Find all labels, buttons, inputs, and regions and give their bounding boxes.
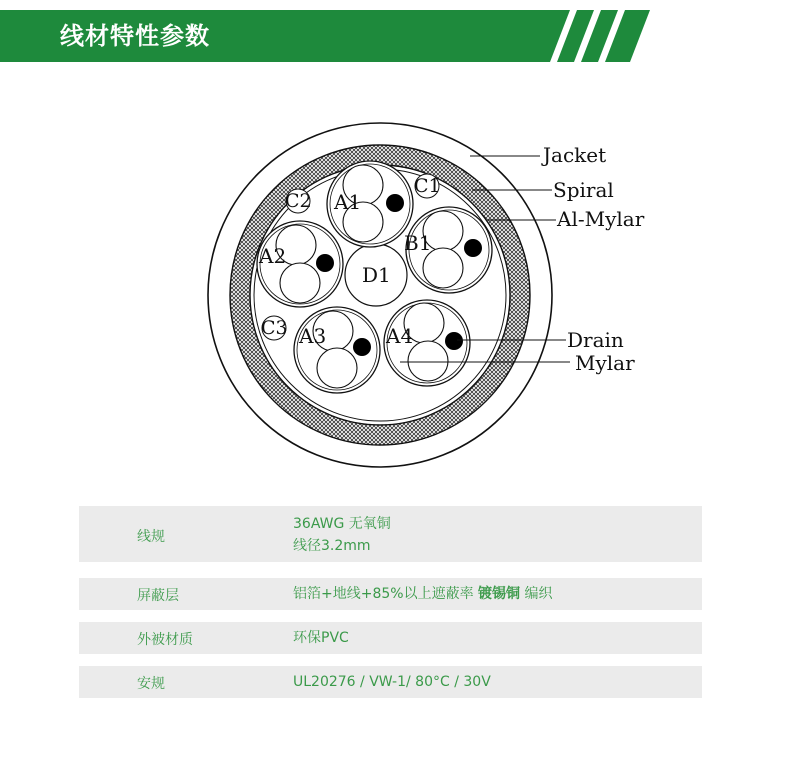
callout-spiral: Spiral <box>553 178 614 202</box>
page-title: 线材特性参数 <box>60 22 210 50</box>
spec-value <box>293 513 391 557</box>
pair-a3 <box>294 307 380 393</box>
spec-row-safety <box>79 666 702 698</box>
callout-al-mylar: Al-Mylar <box>557 207 645 231</box>
spec-value-text: 编织 <box>520 586 553 602</box>
spec-value-bold: 镀锡铜 <box>478 586 521 602</box>
label-c3: C3 <box>261 317 288 339</box>
spec-label: 安规 <box>137 676 165 692</box>
spec-value: 环保PVC <box>293 630 349 646</box>
label-d1: D1 <box>362 263 391 287</box>
label-c2: C2 <box>285 190 312 212</box>
spec-value-line: 线径3.2mm <box>293 538 371 554</box>
callout-drain: Drain <box>567 328 624 352</box>
spec-label: 屏蔽层 <box>137 588 179 604</box>
label-a4: A4 <box>386 324 414 348</box>
spec-row-gauge <box>79 506 702 562</box>
spec-row-jacket-material <box>79 622 702 654</box>
spec-value-line: 36AWG 无氧铜 <box>293 516 391 532</box>
spec-label: 线规 <box>137 529 165 545</box>
label-c1: C1 <box>414 175 441 197</box>
spec-value: UL20276 / VW-1/ 80°C / 30V <box>293 674 491 690</box>
callout-jacket: Jacket <box>543 143 607 167</box>
spec-row-shield <box>79 578 702 610</box>
spec-value-text: 铝箔+地线+85%以上遮蔽率 <box>293 586 479 602</box>
label-a2: A2 <box>259 244 287 268</box>
spec-value <box>293 583 552 605</box>
callout-mylar: Mylar <box>575 351 635 375</box>
label-a1: A1 <box>334 190 362 214</box>
label-b1: B1 <box>404 231 432 255</box>
spec-label: 外被材质 <box>137 632 193 648</box>
label-a3: A3 <box>299 324 327 348</box>
